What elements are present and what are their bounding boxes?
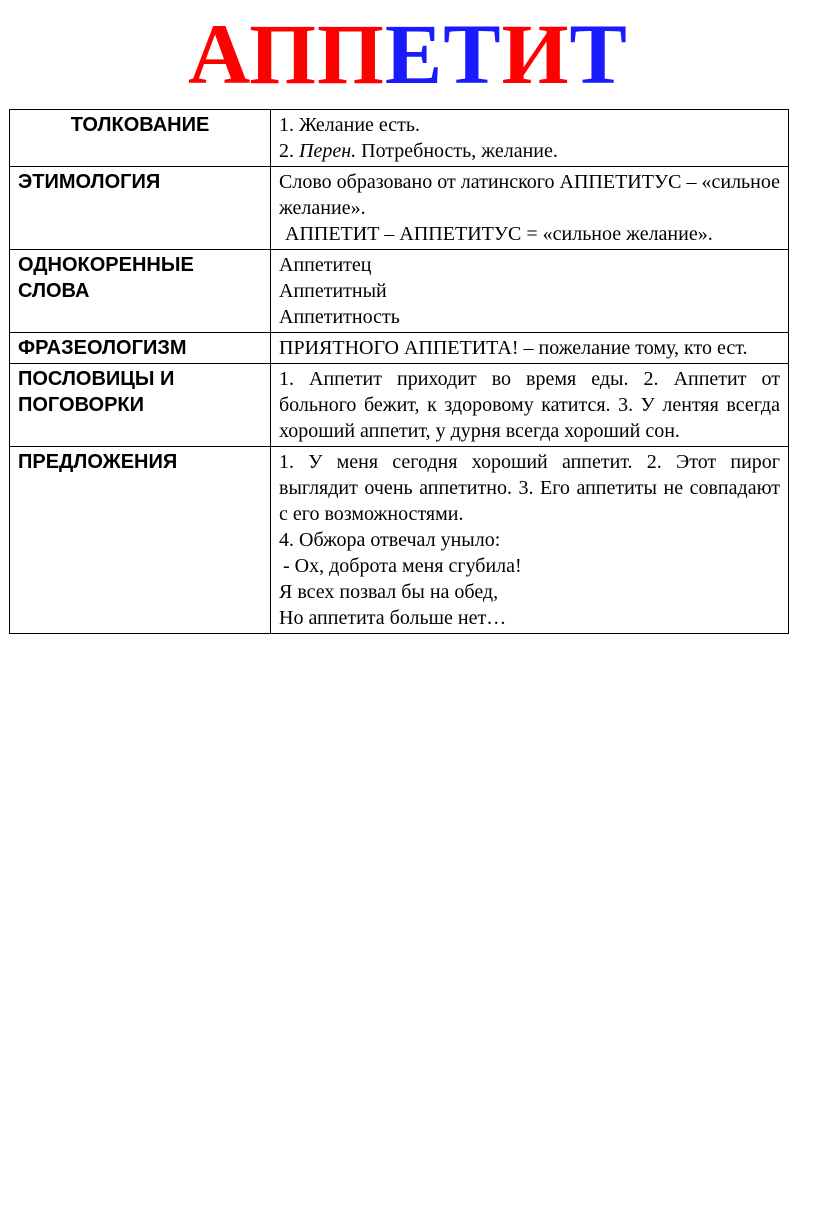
title-letter: И bbox=[501, 6, 570, 102]
title-letter: Т bbox=[569, 6, 628, 102]
etymology-formula: АППЕТИТ – АППЕТИТУС = «сильное желание». bbox=[285, 223, 713, 245]
etymology-text: Слово образовано от латинского АППЕТИТУС – «сильное желание». bbox=[279, 171, 780, 219]
row-body bbox=[271, 447, 789, 634]
row-body bbox=[271, 167, 789, 250]
table-row-phraseologism bbox=[10, 333, 789, 364]
poem-line: 4. Обжора отвечал уныло: bbox=[279, 529, 501, 551]
table-row-interpretation bbox=[10, 110, 789, 167]
row-body bbox=[271, 110, 789, 167]
cognate-item: Аппетитный bbox=[279, 280, 387, 302]
page-title bbox=[0, 6, 816, 102]
row-head: ОДНОКОРЕННЫЕ СЛОВА bbox=[10, 250, 271, 333]
interpretation-line: 1. Желание есть. bbox=[279, 114, 421, 136]
cognate-item: Аппетитность bbox=[279, 306, 400, 328]
title-letter: П bbox=[249, 6, 317, 102]
cognate-item: Аппетитец bbox=[279, 254, 372, 276]
row-body: 1. Аппетит приходит во время еды. 2. Аппетит от больного бежит, к здоровому катится. 3. У лентяя всегда хороший аппетит, у дурня всегда хороший сон. bbox=[271, 364, 789, 447]
row-body bbox=[271, 250, 789, 333]
title-letter: А bbox=[188, 6, 250, 102]
poem-line: Но аппетита больше нет… bbox=[279, 607, 507, 629]
table-row-sentences bbox=[10, 447, 789, 634]
poem-line: Я всех позвал бы на обед, bbox=[279, 581, 499, 603]
interpretation-figurative-mark: Перен. bbox=[299, 140, 357, 162]
interpretation-text: Потребность, желание. bbox=[356, 140, 558, 162]
title-letter: П bbox=[316, 6, 385, 102]
poem-line: - Ох, доброта меня сгубила! bbox=[283, 555, 522, 577]
interpretation-num: 2. bbox=[279, 140, 299, 162]
row-head: ПРЕДЛОЖЕНИЯ bbox=[10, 447, 271, 634]
row-head: ФРАЗЕОЛОГИЗМ bbox=[10, 333, 271, 364]
row-head: ТОЛКОВАНИЕ bbox=[10, 110, 271, 167]
table-row-etymology bbox=[10, 167, 789, 250]
sentences-text: 1. У меня сегодня хороший аппетит. 2. Этот пирог выглядит очень аппетитно. 3. Его аппетиты не совпадают с его возможностями. bbox=[279, 451, 780, 525]
interpretation-line bbox=[279, 138, 780, 164]
table-row-cognates bbox=[10, 250, 789, 333]
title-letter: Е bbox=[384, 6, 444, 102]
table-row-proverbs bbox=[10, 364, 789, 447]
row-head: ЭТИМОЛОГИЯ bbox=[10, 167, 271, 250]
word-table bbox=[9, 109, 789, 634]
title-letter: Т bbox=[443, 6, 502, 102]
row-head: ПОСЛОВИЦЫ И ПОГОВОРКИ bbox=[10, 364, 271, 447]
row-body: ПРИЯТНОГО АППЕТИТА! – пожелание тому, кто ест. bbox=[271, 333, 789, 364]
